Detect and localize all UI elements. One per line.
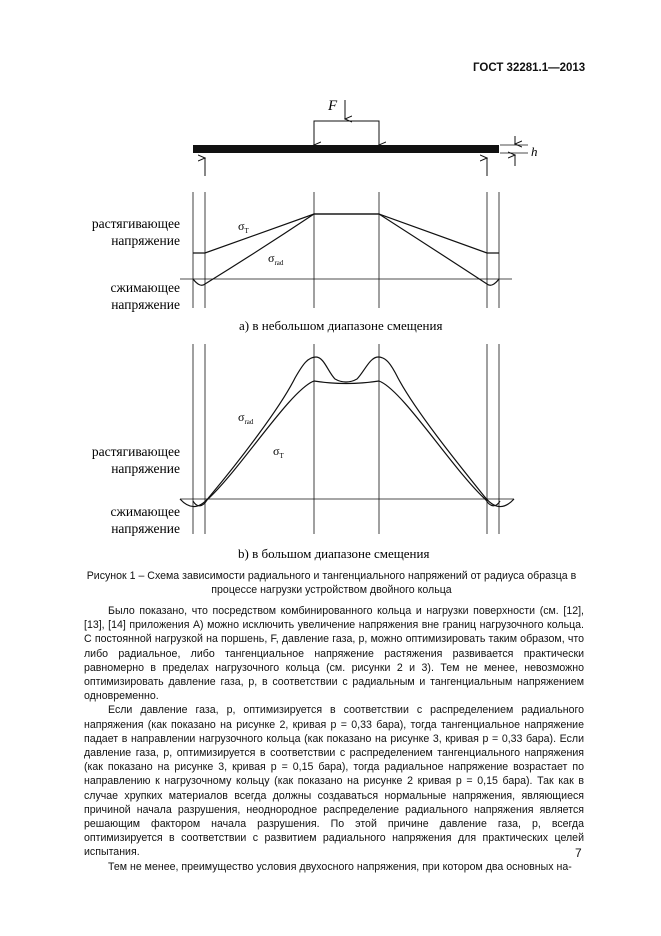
figure-caption: Рисунок 1 – Схема зависимости радиального и тангенциального напряжений от радиуса образца в процессе нагрузки устройством двойного кольца (86, 570, 577, 596)
sigma-rad-label-a: $\sigma_{rad}$ (268, 251, 284, 267)
radial-curve-b (180, 357, 514, 507)
svg-text:напряжение: напряжение (111, 521, 180, 536)
panel-a (92, 192, 512, 333)
panel-b-caption: b) в большом диапазоне смещения (238, 546, 430, 561)
svg-text:напряжение: напряжение (111, 233, 180, 248)
page-number: 7 (575, 846, 582, 860)
tangential-curve-b (193, 381, 500, 506)
panel-b (92, 344, 514, 561)
paragraph: Тем не менее, преимущество условия двухосного напряжения, при котором два основных на- (108, 860, 572, 873)
sigma-t-label-b: $\sigma_T$ (273, 444, 284, 460)
tension-label-a: растягивающее (91, 216, 180, 231)
document-number: ГОСТ 32281.1—2013 (473, 62, 586, 74)
thickness-label: h (531, 144, 538, 159)
paragraph: Если давление газа, p, оптимизируется в соответствии с распределением радиального напряжения (как показано на рисунке 2, кривая p = 0,33 бара), тогда тангенциальное напряжение падает в направлении нагрузочного кольца (как показано на рисунке 3, кривая p = 0,33 бара). Если давление газа, p, оптимизируется в соответствии с распределением тангенциального напряжения (как показано на рисунке 3, кривая p = 0,15 бара), тогда радиальное напряжение возрастает по направлению к нагрузочному кольцу (как показано на рисунке 2 кривая p = 0,15 бара). Так как в случае хрупких материалов всегда должны создаваться нормальные напряжения, являющиеся причиной начала разрушения, неоднородное распределение радиального напряжения является решающим фактором начала разрушения. По этой причине давление газа, p, всегда оптимизируется в соответствии с развитием радиального напряжения для практических целей испытания. (84, 704, 584, 859)
panel-a-caption: а) в небольшом диапазоне смещения (239, 318, 443, 333)
compression-label-a: сжимающее (110, 280, 180, 295)
compression-label-b: сжимающее (110, 504, 180, 519)
svg-text:напряжение: напряжение (111, 461, 180, 476)
body-text (84, 604, 584, 874)
loading-setup (193, 98, 538, 176)
sigma-t-label-a: $\sigma_T$ (238, 219, 249, 235)
tension-label-b: растягивающее (91, 444, 180, 459)
force-label: F (328, 98, 338, 114)
svg-text:напряжение: напряжение (111, 297, 180, 312)
paragraph: Было показано, что посредством комбинированного кольца и нагрузки поверхности (см. [12], [13], [14] приложения А) можно исключить увеличение напряжения вне границ нагрузочного кольца. С постоянной нагрузкой на поршень, F, давление газа, p, можно оптимизировать таким образом, что либо радиальное, либо тангенциальное напряжение растяжения развивается практически равномерно в пределах нагрузочного кольца (см. рисунки 2 и 3). Тем не менее, невозможно оптимизировать давление газа, p, в соответствии с радиальным и тангенциальным напряжением одновременно. (84, 605, 584, 703)
load-ring-bracket (314, 121, 379, 145)
specimen-plate (193, 145, 499, 153)
sigma-rad-label-b: $\sigma_{rad}$ (238, 410, 254, 426)
